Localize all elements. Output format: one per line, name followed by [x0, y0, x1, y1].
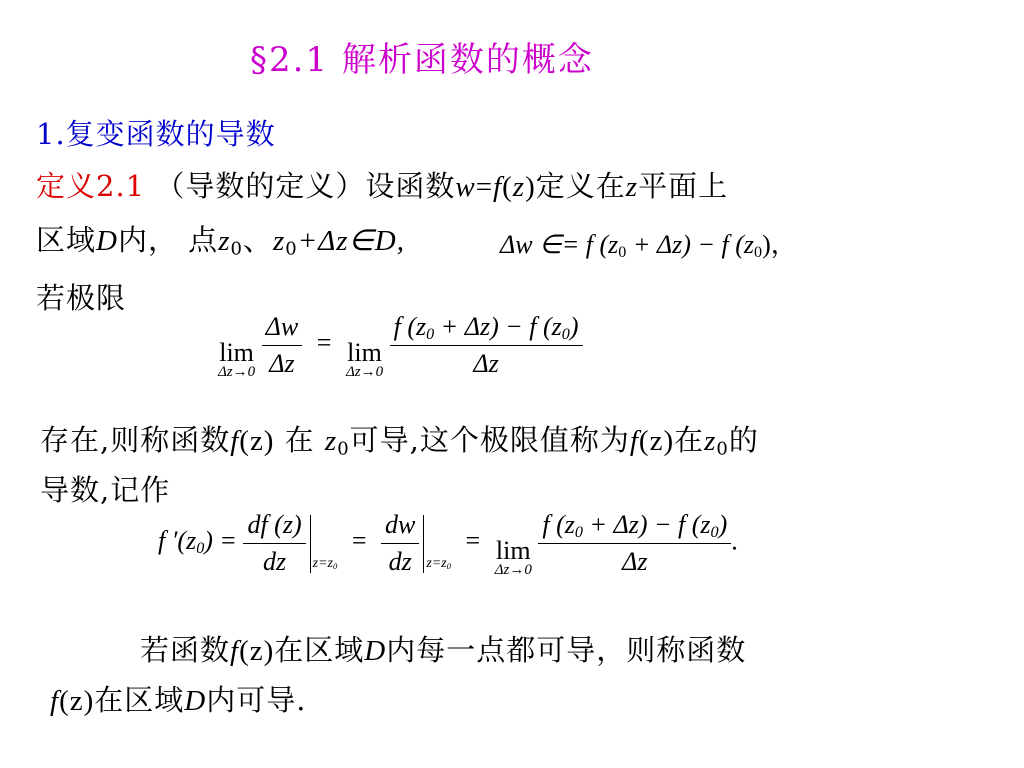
sub-0-b: 0 — [285, 238, 298, 260]
region-line — [36, 218, 405, 259]
delta-w-end: )， — [762, 230, 797, 259]
fraction-dw-dz: $\frac{dw}{dz}$ — [381, 510, 419, 577]
var-z0: z — [218, 225, 231, 257]
sub-0: 0 — [618, 244, 627, 262]
lim-operator-2: lim Δz→0 — [345, 338, 384, 380]
denoted-line: 导数,记作 — [40, 473, 171, 507]
sub-0: 0 — [754, 244, 763, 262]
var-D: D — [96, 225, 118, 257]
section-heading: 1.复变函数的导数 — [36, 117, 276, 151]
definition-text: （导数的定义）设函数 — [145, 169, 456, 203]
definition-line — [36, 164, 728, 205]
var-z: z — [512, 171, 526, 203]
slide-title: §2.1 解析函数的概念 — [250, 40, 594, 80]
lim-operator: lim Δz→0 — [494, 536, 532, 578]
equals-sign-2: = — [465, 526, 481, 556]
delta-w-formula — [500, 224, 797, 261]
lhs: f $'(z_0)$ = — [158, 526, 237, 558]
definition-label: 定义2.1 — [36, 169, 146, 203]
equals-sign: = — [316, 328, 332, 358]
equals-sign: = — [351, 526, 367, 556]
delta-w-mid: + Δz) − f (z — [626, 230, 754, 259]
period: . — [731, 526, 738, 556]
differentiable-line: f(z)在区域D内可导. — [50, 683, 307, 717]
eval-subscript-2: z=z0 — [426, 556, 452, 572]
text-region: 区域 — [36, 223, 97, 257]
definition-text-3: 平面上 — [638, 169, 729, 203]
eval-subscript: z=z0 — [312, 556, 338, 572]
var-z0-b: z — [272, 225, 286, 257]
fraction-dw-dz: $\frac{\Delta w}{\Delta z}$ — [262, 312, 303, 379]
delta-w-expr: Δw ∈= f (z — [500, 230, 619, 259]
var-f: f — [493, 171, 503, 203]
analytic-region-line: 若函数f(z)在区域D内每一点都可导，则称函数 — [140, 633, 747, 667]
fraction-df-dz: $\frac{df (z)}{dz}$ — [243, 510, 305, 577]
text-inside: 内， 点 — [117, 223, 219, 257]
fraction-difference-quotient: $\frac{f (z_0 + \Delta z) - f (z_0)}{\Delta z}$ — [538, 510, 731, 577]
lim-operator: lim Δz→0 — [218, 338, 256, 380]
equals-sign: = — [475, 171, 494, 203]
fraction-difference-quotient: $\frac{f (z_0 + \Delta z) - f (z_0)}{\Delta z}$ — [390, 312, 583, 379]
evaluation-bar-2 — [423, 515, 424, 573]
if-limit-line: 若极限 — [36, 281, 127, 315]
text-sep: 、 — [242, 223, 273, 257]
limit-equation — [218, 310, 583, 381]
var-z-2: z — [625, 171, 639, 203]
paren-open: ( — [502, 171, 513, 203]
derivative-equation — [158, 508, 738, 579]
sub-0: 0 — [230, 238, 243, 260]
var-w: w — [455, 171, 476, 203]
definition-text-2: 定义在 — [535, 169, 626, 203]
paren-close: ) — [525, 171, 536, 203]
plus-delta-z: +Δz∈D, — [297, 225, 406, 257]
evaluation-bar — [310, 515, 311, 573]
exists-line: 存在,则称函数f(z) 在 $z_0$可导,这个极限值称为f(z)在$z_0$的 — [40, 423, 759, 460]
